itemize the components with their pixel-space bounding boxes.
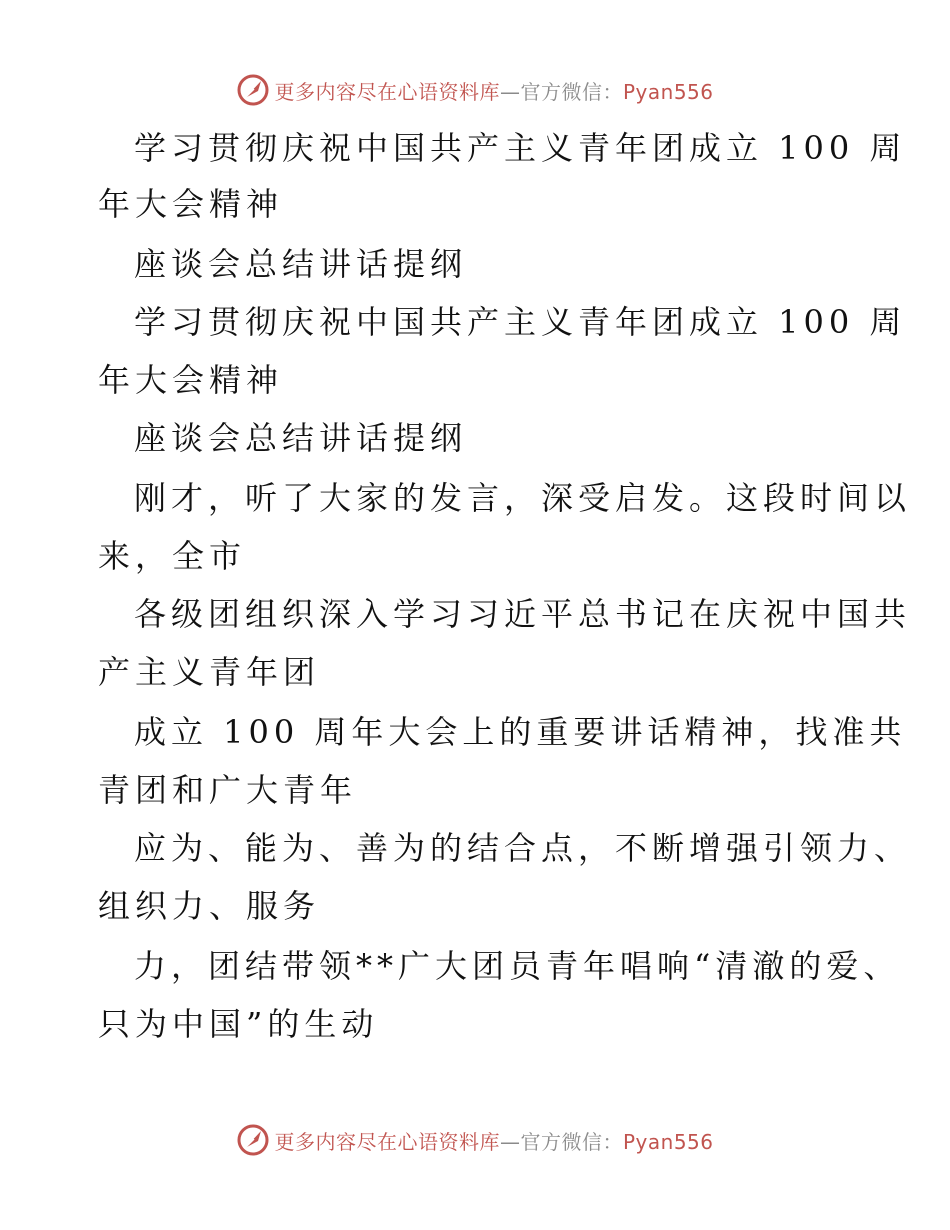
watermark-dash: — [499, 1129, 521, 1154]
text-line: 座谈会总结讲话提纲 [134, 419, 468, 457]
text-line: 学习贯彻庆祝中国共产主义青年团成立 100 周 [134, 129, 907, 167]
text-line: 各级团组织深入学习习近平总书记在庆祝中国共 [134, 595, 912, 633]
text-line: 组织力、服务 [98, 887, 321, 925]
watermark-banner-top [0, 70, 950, 110]
text-line: 来，全市 [98, 537, 247, 575]
watermark-banner-bottom [0, 1120, 950, 1160]
text-line: 学习贯彻庆祝中国共产主义青年团成立 100 周 [134, 303, 907, 341]
watermark-text [274, 76, 713, 105]
quill-logo-icon [236, 1123, 270, 1157]
watermark-wechat-id: Pyan556 [622, 1129, 714, 1154]
watermark-sub-text: 官方微信： [520, 1129, 623, 1154]
text-line: 力，团结带领**广大团员青年唱响“清澈的爱、 [134, 947, 901, 985]
watermark-main-text: 更多内容尽在心语资料库 [274, 1129, 500, 1154]
watermark-main-text: 更多内容尽在心语资料库 [274, 79, 500, 104]
quill-logo-icon [236, 73, 270, 107]
text-line: 座谈会总结讲话提纲 [134, 245, 468, 283]
watermark-dash: — [499, 79, 521, 104]
text-line: 应为、能为、善为的结合点，不断增强引领力、 [134, 829, 912, 867]
watermark-sub-text: 官方微信： [520, 79, 623, 104]
text-line: 成立 100 周年大会上的重要讲话精神，找准共 [134, 713, 907, 751]
text-line: 青团和广大青年 [98, 771, 358, 809]
text-line: 年大会精神 [98, 361, 284, 399]
text-line: 刚才，听了大家的发言，深受启发。这段时间以 [134, 479, 912, 517]
text-line: 只为中国”的生动 [98, 1005, 379, 1043]
watermark-text [274, 1126, 713, 1155]
watermark-wechat-id: Pyan556 [622, 79, 714, 104]
text-line: 年大会精神 [98, 185, 284, 223]
text-line: 产主义青年团 [98, 653, 321, 691]
